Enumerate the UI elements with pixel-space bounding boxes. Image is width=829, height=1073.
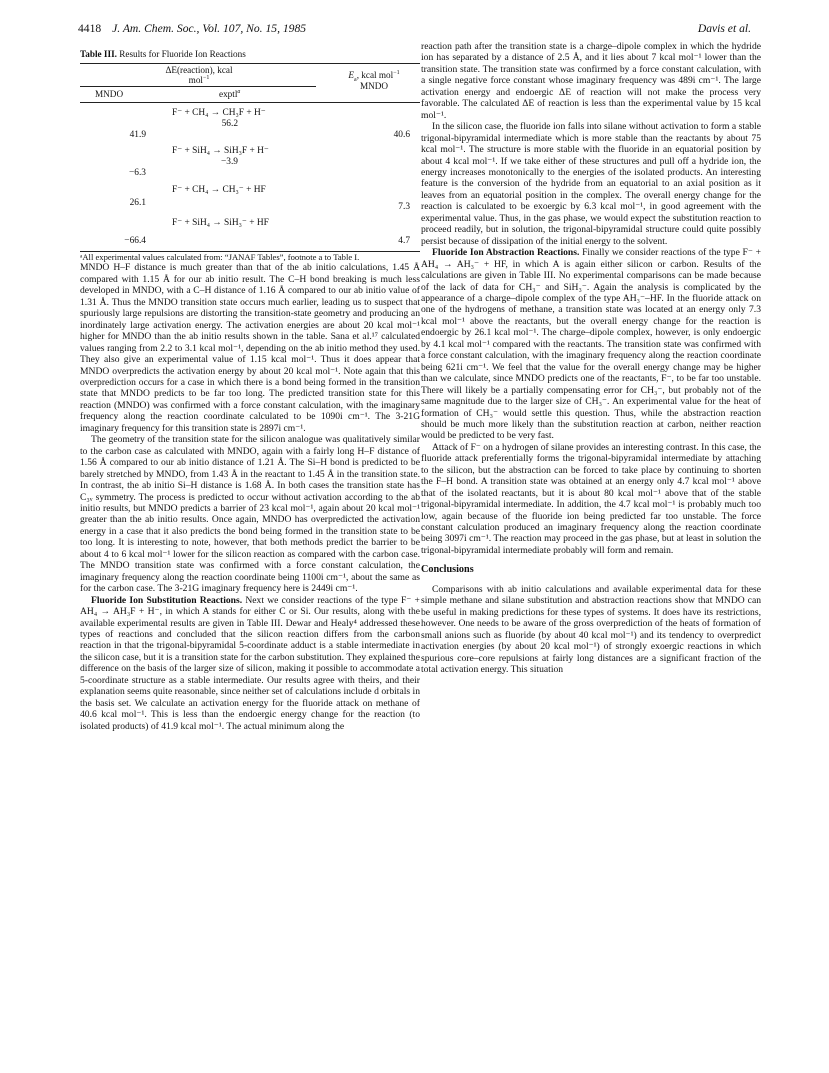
table-iii (80, 49, 420, 262)
column-group-delta-e: ΔE(reaction), kcal mol$^{-1}$ (165, 65, 233, 86)
table-row-reaction: F⁻ + CH₄ → CH₃⁻ + HF (172, 185, 266, 196)
left-column (80, 49, 420, 732)
column-header-activation-energy: $E_a$, kcal mol$^{-1}$ MNDO (348, 70, 400, 92)
running-header-authors: Davis et al. (697, 22, 751, 35)
table-header (80, 63, 420, 103)
paragraph: MNDO H–F distance is much greater than that of the ab initio calculations, 1.45 Å compared with 1.15 Å for our ab initio result. The C–H bond breaking is much less developed in MNDO, with a C–H distance of 1.16 Å compared to our ab initio value of 1.31 Å. Thus the MNDO transition state occurs much earlier, leading us to suspect that spuriously large repulsions are distorting the transition-state geometry and producing an inordinately large activation energy. The activation energies are about 20 kcal mol⁻¹ higher for MNDO than the ab initio results shown in the table. Sana et al.¹⁷ calculated values ranging from 2.2 to 3.1 kcal mol⁻¹, depending on the ab initio method they used. They also give an experimental value of 1.15 kcal mol⁻¹. Thus it does appear that MNDO overpredicts the activation energy by about 20 kcal mol⁻¹. Note again that this overprediction occurs for a case in which there is a bond being formed in the transition state that MNDO predicts to be far too long. The predicted transition state for this reaction (MNDO) was confirmed with a force constant calculation, with the imaginary frequency along the reaction coordinate calculated to be 1090i cm⁻¹. The 3-21G imaginary frequency for this transition state is 2897i cm⁻¹. (80, 262, 420, 434)
paragraph: Fluoride Ion Substitution Reactions. Next we consider reactions of the type F⁻ + AH₄ → AH₃F + H⁻, in which A stands for either C or Si. Our results, along with the available experimental results are given in Table III. Dewar and Healy⁴ addressed these types of reactions and concluded that the silicon reaction differs from the carbon reaction in that the trigonal-bipyramidal 5-coordinate adduct is a stable intermediate in the silicon case, but it is a transition state for the carbon substitution. They explained the difference on the basis of the larger size of silicon, making it possible to accommodate a 5-coordinate structure as a stable intermediate. Our results agree with theirs, and their explanation seems quite reasonable, since neither set of calculations include d orbitals in the basis set. We calculate an activation energy for the fluoride attack on methane of 40.6 kcal mol⁻¹. This is less than the endoergic energy change for the reaction (to isolated products) of 41.9 kcal mol⁻¹. The actual minimum along the (80, 594, 420, 732)
table-cell-exptl: −3.9 (220, 157, 238, 168)
paragraph: Fluoride Ion Abstraction Reactions. Finally we consider reactions of the type F⁻ + AH₄ → AH₃⁻ + HF, in which A is again either silicon or carbon. Results of the calculations are given in Table III. No experimental comparisons can be made because of the lack of data for CH₃⁻ and SiH₃⁻. Again the analysis is complicated by the appearance of a charge–dipole complex of the type AH₃⁻–HF. In the fluoride attack on one of the hydrogens of methane, a transition state was located at an energy only 7.3 kcal mol⁻¹ above the reactants, but the overall energy change for the reaction is endoergic by 26.1 kcal mol⁻¹. The charge–dipole complex, however, is only endoergic by 4.1 kcal mol⁻¹ compared with the reactants. The transition state was confirmed with a force constant calculation, with the imaginary frequency along the reaction coordinate being 621i cm⁻¹. We feel that the value for the overall energy change may be higher than we calculate, since MNDO predicts one of the reactants, F⁻, to be far too unstable. There will likely be a partially compensating error for CH₃⁻, but probably not of the same magnitude due to the larger size of CH₃⁻. An experimental value for the heat of formation of CH₃⁻ would settle this question. Thus, while the abstraction reaction should be much more likely than the substitution reaction at carbon, neither reaction would be predicted to be very fast. (421, 247, 761, 442)
table-row-reaction: F⁻ + CH₄ → CH₃F + H⁻ (172, 108, 266, 119)
paragraph: In the silicon case, the fluoride ion falls into silane without activation to form a stable trigonal-bipyramidal intermediate which is more stable than the reactants by about 75 kcal mol⁻¹. The structure is more stable with the fluoride in an equatorial position by about 4 kcal mol⁻¹. If we take either of these structures and pull off a hydride ion, the energy increases monotonically to the energies of the isolated products. An interesting feature is the conversion of the hydride from an equatorial to an axial position as it leaves from an equatorial position in the complex. The overall energy change for the reaction is calculated to be exoergic by 6.3 kcal mol⁻¹, in good agreement with the experimental value. Thus, in the gas phase, we would expect the substitution reaction to proceed readily, but in solution, the trigonal-bipyramidal structure could quite possibly persist because of dissipation of the initial energy to the solvent. (421, 121, 761, 247)
page-number: 4418 (78, 22, 102, 35)
table-row-reaction: F⁻ + SiH₄ → SiH₃⁻ + HF (172, 218, 269, 229)
column-header-exptl: exptl$^a$ (219, 89, 241, 100)
table-row-reaction: F⁻ + SiH₄ → SiH₃F + H⁻ (172, 146, 269, 157)
table-cell-mndo: −66.4 (124, 236, 146, 247)
section-heading-conclusions: Conclusions (421, 564, 474, 576)
column-header-mndo: MNDO (95, 89, 124, 100)
paragraph: Attack of F⁻ on a hydrogen of silane provides an interesting contrast. In this case, the fluoride attack preferentially forms the trigonal-bipyramidal intermediate by attaching to the silicon, but the abstraction can be forced to take place by continuing to shorten the F–H bond. A transition state was obtained at an energy only 4.7 kcal mol⁻¹ above that of the isolated reactants, but it is about 80 kcal mol⁻¹ above that of the stable trigonal-bipyramidal intermediate. In addition, the 4.7 kcal mol⁻¹ is probably much too low, again because of the fluoride ion being predicted far too unstable. The force constant calculation produced an imaginary frequency along the reaction coordinate being 3097i cm⁻¹. The reaction may proceed in the gas phase, but at least in solution the trigonal-bipyramidal intermediate probably will form and remain. (421, 441, 761, 556)
table-label: Table III. (80, 49, 117, 59)
paragraph: The geometry of the transition state for the silicon analogue was qualitatively similar to the carbon case as calculated with MNDO, again with a fairly long H–F distance of 1.56 Å compared to our ab initio distance of 1.21 Å. The Si–H bond is predicted to be barely stretched by MNDO, from 1.43 Å in the reactant to 1.45 Å in the transition state. In contrast, the ab initio Si–H distance is 1.68 Å. In both cases the transition state has C₃ᵥ symmetry. The process is predicted to occur without activation according to the ab initio results, but MNDO predicts a barrier of 23 kcal mol⁻¹, again about 20 kcal mol⁻¹ greater than the ab initio results. Once again, MNDO has overpredicted the activation energy in a case that it also predicts the bond being formed in the transition state to be too long. It is interesting to note, however, that both methods predict the barrier to be about 4 to 6 kcal mol⁻¹ lower for the silicon reaction as compared with the carbon case. The MNDO transition state was confirmed with a force constant calculation, the imaginary frequency along the reaction coordinate being 1100i cm⁻¹, about the same as for the carbon case. The 3-21G imaginary frequency here is 2449i cm⁻¹. (80, 434, 420, 595)
table-cell-mndo: −6.3 (128, 168, 146, 179)
journal-citation: J. Am. Chem. Soc., Vol. 107, No. 15, 1985 (112, 22, 307, 35)
column-group-rule (80, 86, 316, 87)
paragraph: reaction path after the transition state is a charge–dipole complex in which the hydride ion has separated by a distance of 2.5 Å, and it lies about 7 kcal mol⁻¹ lower than the transition state. The transition state was confirmed by a force constant calculation, with a single negative force constant whose imaginary frequency was 489i cm⁻¹. The large activation energy and endoergic ΔE of reaction will not make the process very favorable. The calculated ΔE of reaction is less than the experimental value by 15 kcal mol⁻¹. (421, 41, 761, 121)
table-footnote: ᵃAll experimental values calculated from: “JANAF Tables”, footnote a to Table I. (80, 252, 360, 263)
table-cell-mndo: 41.9 (129, 130, 146, 141)
table-body (80, 103, 420, 252)
running-header-left (78, 22, 306, 35)
right-column (421, 41, 761, 675)
table-caption: Results for Fluoride Ion Reactions (119, 49, 246, 59)
table-cell-ea: 7.3 (398, 202, 410, 213)
paragraph: Comparisons with ab initio calculations and available experimental data for these simple methane and silane substitution and abstraction reactions show that MNDO can be useful in making predictions for these types of systems. It does have its restrictions, however. One needs to be aware of the gross overprediction of the heats of formation of small anions such as fluoride (by about 40 kcal mol⁻¹) and its tendency to overpredict activation energies (by about 20 kcal mol⁻¹) of strongly exoergic reactions in which spurious core–core repulsions at fairly long distances are a significant fraction of the total activation energy. This situation (421, 583, 761, 676)
section-run-in-heading: Fluoride Ion Substitution Reactions. (91, 594, 243, 606)
section-run-in-heading: Fluoride Ion Abstraction Reactions. (432, 247, 580, 259)
table-cell-ea: 4.7 (398, 236, 410, 247)
table-cell-exptl: 56.2 (221, 119, 238, 130)
table-cell-mndo: 26.1 (129, 198, 146, 209)
table-cell-ea: 40.6 (393, 130, 410, 141)
table-title (80, 49, 420, 60)
